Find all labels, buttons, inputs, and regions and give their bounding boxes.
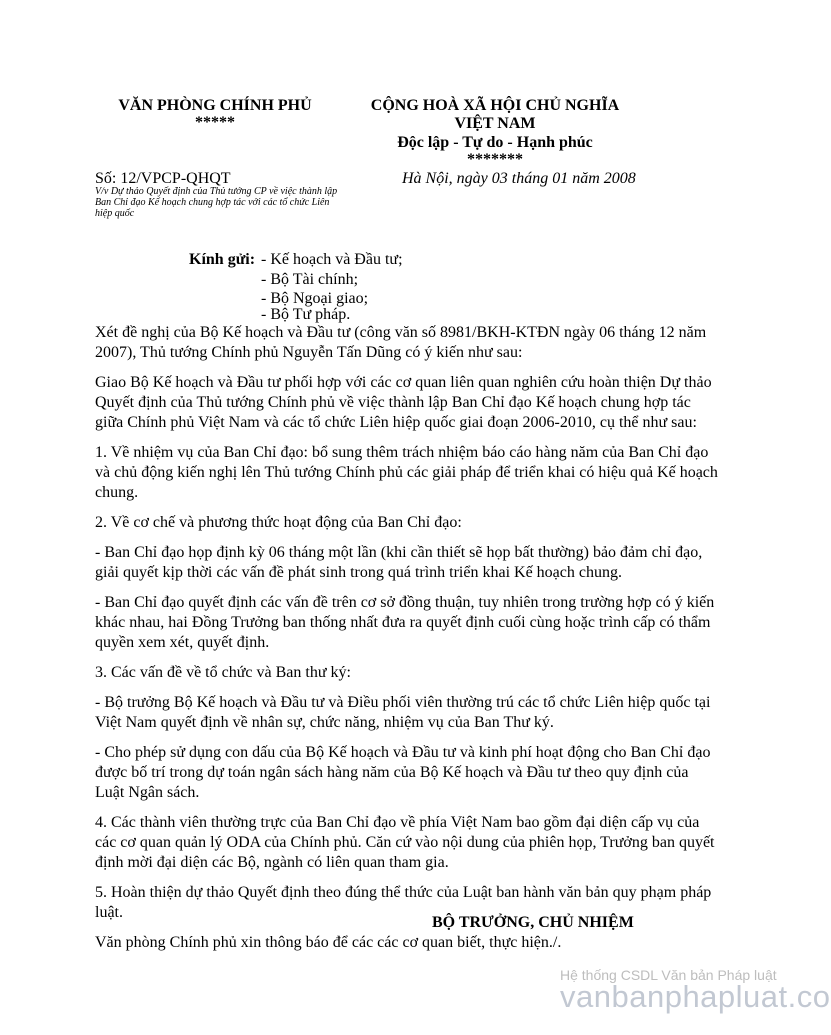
watermark-line2: vanbanphapluat.co [560,979,831,1014]
national-title-2: VIỆT NAM [454,115,536,132]
signature-title: BỘ TRƯỞNG, CHỦ NHIỆM [432,914,634,931]
national-title: CỘNG HOÀ XÃ HỘI CHỦ NGHĨA [370,97,620,114]
subject-note: V/v Dự thảo Quyết định của Thủ tướng CP về việc thành lập Ban Chỉ đạo Kế hoạch chung hợp tác với các tổ chức Liên hiệp quốc [95,186,338,219]
paragraph: 2. Về cơ chế và phương thức hoạt động của Ban Chỉ đạo: [95,514,462,531]
paragraph: Giao Bộ Kế hoạch và Đầu tư phối hợp với các cơ quan liên quan nghiên cứu hoàn thiện Dự thảo Quyết định của Thủ tướng Chính phủ về việc thành lập Ban Chỉ đạo Kế hoạch chung hợp tác giữa Chính phủ Việt Nam và các tổ chức Liên hiệp quốc giai đoạn 2006-2010, cụ thể như sau: [95,374,712,431]
paragraph: Văn phòng Chính phủ xin thông báo để các các cơ quan biết, thực hiện./. [95,934,562,951]
recipient-item: - Bộ Tư pháp. [261,306,351,323]
paragraph: - Cho phép sử dụng con dấu của Bộ Kế hoạch và Đầu tư và kinh phí hoạt động cho Ban Chỉ đạo được bố trí trong dự toán ngân sách hàng năm của Bộ Kế hoạch và Đầu tư theo quy định của Luật Ngân sách. [95,744,711,801]
watermark-line1: Hệ thống CSDL Văn bản Pháp luật [560,967,777,983]
paragraph: Xét đề nghị của Bộ Kế hoạch và Đầu tư (công văn số 8981/BKH-KTĐN ngày 06 tháng 12 năm 2007), Thủ tướng Chính phủ Nguyễn Tấn Dũng có ý kiến như sau: [95,324,707,361]
recipients-label: Kính gửi: [189,251,256,268]
recipient-item: - Bộ Tài chính; [261,271,359,288]
paragraph: - Ban Chỉ đạo họp định kỳ 06 tháng một lần (khi cần thiết sẽ họp bất thường) bảo đảm chỉ đạo, giải quyết kịp thời các vấn đề phát sinh trong quá trình triển khai Kế hoạch chung. [95,544,703,581]
paragraph: 1. Về nhiệm vụ của Ban Chỉ đạo: bổ sung thêm trách nhiệm báo cáo hàng năm của Ban Chỉ đạo và chủ động kiến nghị lên Thủ tướng Chính phủ các giải pháp để triển khai có hiệu quả Kế hoạch chung. [95,444,718,501]
place-date: Hà Nội, ngày 03 tháng 01 năm 2008 [402,170,636,187]
paragraph: 5. Hoàn thiện dự thảo Quyết định theo đúng thể thức của Luật ban hành văn bản quy phạm pháp luật. [95,884,712,921]
paragraph: 3. Các vấn đề về tổ chức và Ban thư ký: [95,664,351,681]
national-motto: Độc lập - Tự do - Hạnh phúc [397,134,593,151]
recipient-item: - Bộ Ngoại giao; [261,290,369,307]
issuing-agency: VĂN PHÒNG CHÍNH PHỦ [118,97,312,114]
paragraph: 4. Các thành viên thường trực của Ban Chỉ đạo về phía Việt Nam bao gồm đại diện cấp vụ của các cơ quan quản lý ODA của Chính phủ. Căn cứ vào nội dung của phiên họp, Trưởng ban quyết định mời đại diện các Bộ, ngành có liên quan tham gia. [95,814,715,871]
document-body [95,323,720,963]
recipient-item: - Kế hoạch và Đầu tư; [261,251,403,268]
paragraph: - Bộ trưởng Bộ Kế hoạch và Đầu tư và Điều phối viên thường trú các tổ chức Liên hiệp quốc tại Việt Nam quyết định về nhân sự, chức năng, nhiệm vụ của Ban Thư ký. [95,694,711,731]
motto-stars: ******* [467,151,523,168]
paragraph: - Ban Chỉ đạo quyết định các vấn đề trên cơ sở đồng thuận, tuy nhiên trong trường hợp có ý kiến khác nhau, hai Đồng Trưởng ban thống nhất đưa ra quyết định cuối cùng hoặc trình cấp có thẩm quyền xem xét, quyết định. [95,594,715,651]
agency-stars: ***** [195,114,235,131]
document-number: Số: 12/VPCP-QHQT [95,170,231,187]
